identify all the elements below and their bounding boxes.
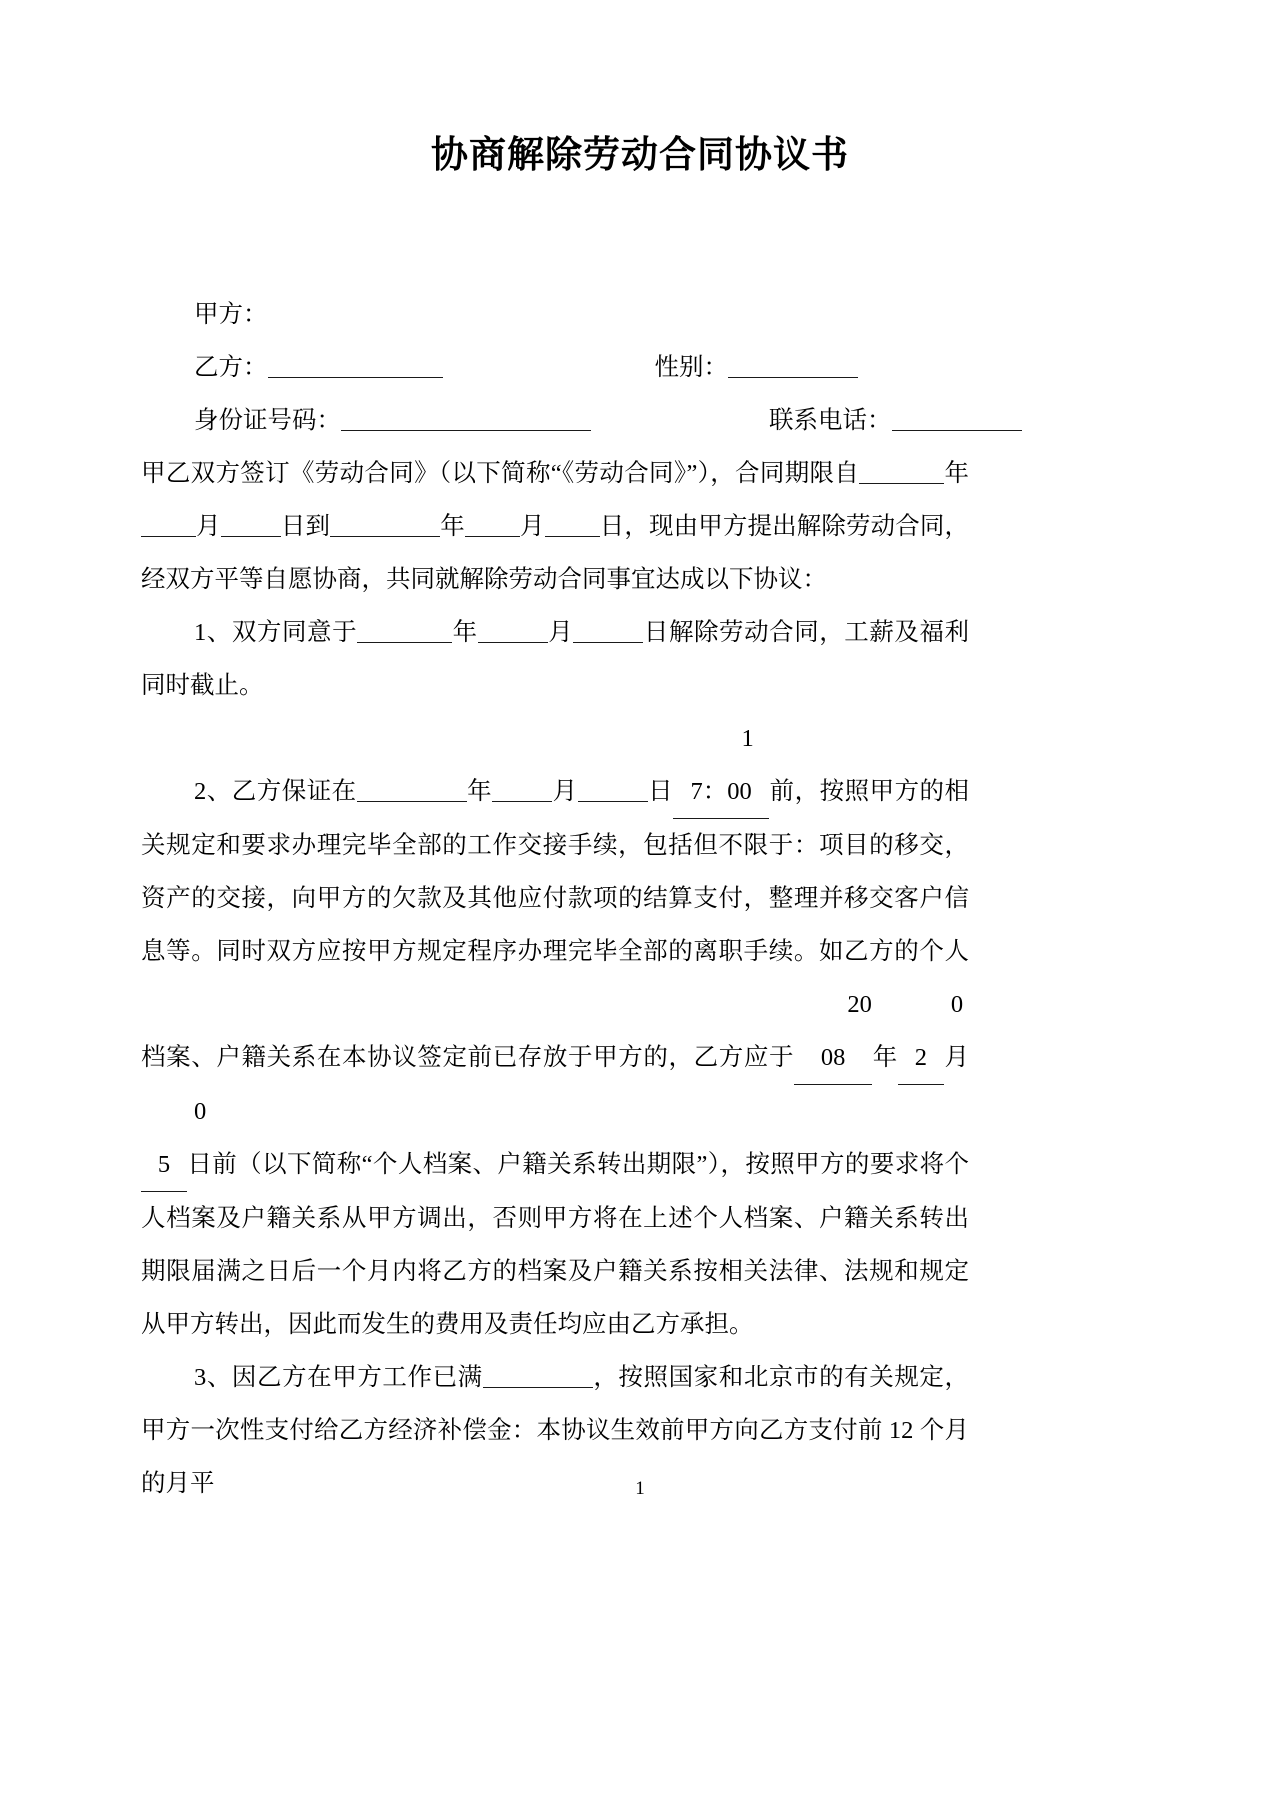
clause-1 [141,606,969,712]
clause-2-transfer-day-value[interactable]: 05 [141,1085,187,1192]
clause-1-number: 1、 [194,619,232,646]
page-number: 1 [635,1478,645,1499]
clause-2-seg-2: 年 [466,778,493,805]
id-number-input[interactable] [341,408,591,431]
preamble-seg-2: 年 [944,460,969,487]
preamble-seg-7: 日，现由甲方提出解除劳动合同，经双方平等自愿协商，共同就解除劳动合同事宜达成以下协议： [141,513,969,593]
clause-1-month-blank[interactable] [478,620,548,643]
clause-2-seg-5: 前，按照甲方的相关规定和要求办理完毕全部的工作交接手续，包括但不限于：项目的移交，资产的交接，向甲方的欠款及其他应付款项的结算支付，整理并移交客户信息等。同时双方应按甲方规定程序办理完毕全部的离职手续。如乙方的个人档案、户籍关系在本协议签定前已存放于甲方的，乙方应于 [141,778,970,1071]
clause-2-time-value[interactable]: 17：00 [673,712,769,819]
clause-2-transfer-month-value[interactable]: 02 [898,978,944,1085]
preamble-seg-4: 日到 [280,513,331,540]
party-b-label: 乙方： [194,354,268,381]
contract-end-year-blank[interactable] [330,514,440,537]
contract-start-year-blank[interactable] [859,461,944,484]
party-b-input[interactable] [268,355,443,378]
clause-3-number: 3、 [194,1364,232,1391]
clause-1-year-blank[interactable] [357,620,452,643]
phone-label: 联系电话： [769,407,892,434]
contract-end-month-blank[interactable] [465,514,520,537]
clause-2-number: 2、 [194,778,232,805]
preamble-seg-6: 月 [519,513,545,540]
clause-2-year-blank[interactable] [357,779,467,802]
clause-2-seg-3: 月 [552,778,578,805]
gender-input[interactable] [728,355,858,378]
field-row-party-a [141,288,969,341]
contract-end-day-blank[interactable] [545,514,600,537]
contract-start-day-blank[interactable] [221,514,281,537]
clause-2-seg-1: 乙方保证在 [231,778,357,805]
clause-1-day-blank[interactable] [573,620,643,643]
clause-3-tenure-blank[interactable] [483,1365,593,1388]
field-row-id-phone [141,394,969,447]
phone-input[interactable] [892,408,1022,431]
preamble-seg-1: 甲乙双方签订《劳动合同》（以下简称“《劳动合同》”），合同期限自 [141,460,860,487]
id-number-label: 身份证号码： [194,407,341,434]
clause-2-seg-4: 日 [647,778,674,805]
field-row-party-b [141,341,969,394]
preamble-seg-5: 年 [440,513,465,540]
clause-2-day-blank[interactable] [578,779,648,802]
clause-3-seg-1: 因乙方在甲方工作已满 [231,1364,483,1391]
clause-1-seg-1: 双方同意于 [231,619,358,646]
clause-2-transfer-year-value[interactable]: 2008 [794,978,872,1085]
document-body [141,288,969,1510]
clause-2-seg-7: 月 [943,1044,970,1071]
page-title: 协商解除劳动合同协议书 [431,135,849,176]
clause-1-seg-3: 月 [547,619,574,646]
clause-2-month-blank[interactable] [492,779,552,802]
gender-label: 性别： [654,354,728,381]
clause-2-seg-8: 日前（以下简称“个人档案、户籍关系转出期限”），按照甲方的要求将个人档案及户籍关系从甲方调出，否则甲方将在上述个人档案、户籍关系转出期限届满之日后一个月内将乙方的档案及户籍关系按相关法律、法规和规定从甲方转出，因此而发生的费用及责任均应由乙方承担。 [141,1151,969,1338]
clause-1-seg-2: 年 [452,619,478,646]
preamble-paragraph [141,447,969,606]
clause-1-seg-4: 日解除劳动合同，工薪及福利同时截止。 [141,619,970,699]
preamble-seg-3: 月 [196,513,221,540]
party-a-label: 甲方： [194,301,268,328]
contract-start-month-blank[interactable] [141,514,196,537]
clause-3-seg-2: ，按照国家和北京市的有关规定，甲方一次性支付给乙方经济补偿金：本协议生效前甲方向乙方支付前 12 个月的月平 [141,1364,970,1497]
party-a-input[interactable] [268,303,518,325]
clause-2 [141,712,969,1351]
clause-2-seg-6: 年 [872,1044,898,1071]
